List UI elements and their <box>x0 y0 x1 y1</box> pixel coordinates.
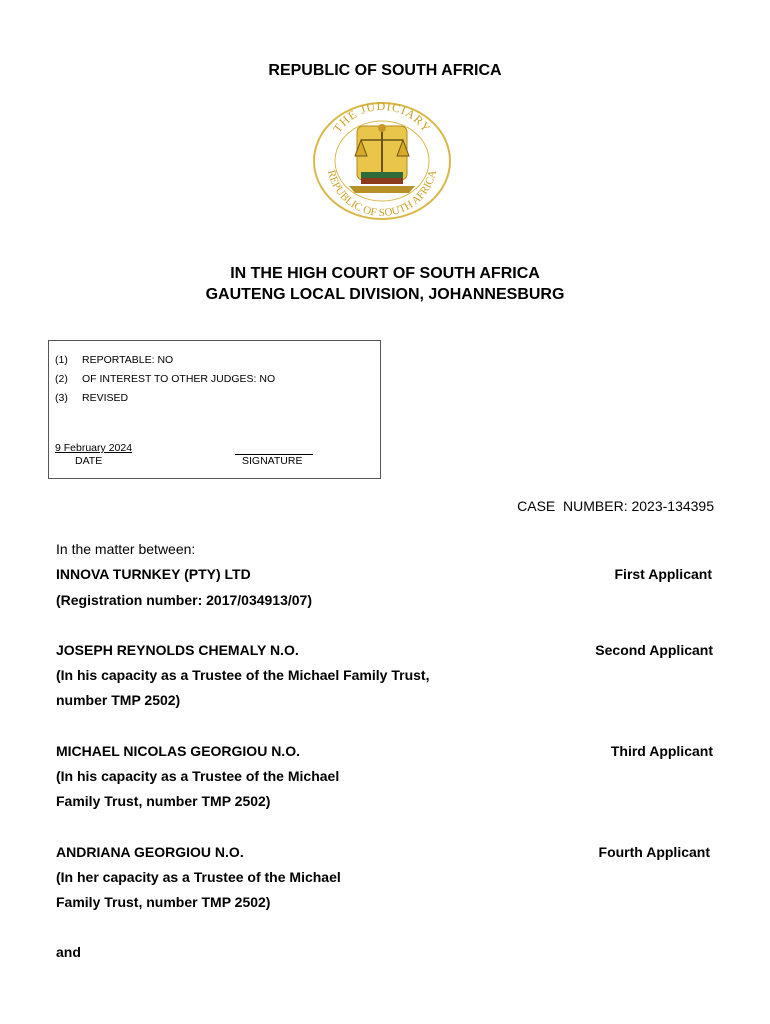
status-item-label: OF INTEREST TO OTHER JUDGES: NO <box>82 373 276 385</box>
status-item-interest <box>55 373 275 385</box>
party-detail: (In her capacity as a Trustee of the Michael <box>56 869 341 885</box>
party-detail: (Registration number: 2017/034913/07) <box>56 592 312 608</box>
party-name: MICHAEL NICOLAS GEORGIOU N.O. <box>56 743 300 759</box>
status-item-label: REVISED <box>82 392 129 404</box>
party-detail: (In his capacity as a Trustee of the Michael Family Trust, <box>56 667 430 683</box>
status-item-number: (2) <box>55 373 68 385</box>
court-name: IN THE HIGH COURT OF SOUTH AFRICA <box>230 265 540 282</box>
court-division: GAUTENG LOCAL DIVISION, JOHANNESBURG <box>205 286 565 303</box>
judiciary-seal <box>309 100 455 222</box>
conjunction-and: and <box>56 944 81 960</box>
party-detail: Family Trust, number TMP 2502) <box>56 793 271 809</box>
party-name: JOSEPH REYNOLDS CHEMALY N.O. <box>56 642 299 658</box>
matter-intro: In the matter between: <box>56 541 196 557</box>
party-role: First Applicant <box>614 566 712 582</box>
status-item-reportable <box>55 354 173 366</box>
party-name: ANDRIANA GEORGIOU N.O. <box>56 844 244 860</box>
party-detail: Family Trust, number TMP 2502) <box>56 894 271 910</box>
signature-label: SIGNATURE <box>242 455 303 467</box>
party-role: Third Applicant <box>610 743 713 759</box>
country-heading: REPUBLIC OF SOUTH AFRICA <box>268 62 502 79</box>
case-number: CASE NUMBER: 2023-134395 <box>517 498 714 514</box>
party-name: INNOVA TURNKEY (PTY) LTD <box>56 566 251 582</box>
party-role: Fourth Applicant <box>598 844 710 860</box>
party-detail: number TMP 2502) <box>56 692 181 708</box>
seal-bottom-text: REPUBLIC OF SOUTH AFRICA <box>324 168 440 220</box>
seal-top-text: THE JUDICIARY <box>330 100 434 136</box>
date-label: DATE <box>75 455 103 467</box>
judiciary-seal-icon <box>309 100 455 222</box>
court-heading <box>0 263 770 305</box>
status-item-revised <box>55 392 128 404</box>
judgment-date: 9 February 2024 <box>55 442 133 454</box>
status-box <box>48 340 381 479</box>
status-item-label: REPORTABLE: NO <box>82 354 174 366</box>
status-item-number: (1) <box>55 354 68 366</box>
party-detail: (In his capacity as a Trustee of the Michael <box>56 768 340 784</box>
party-role: Second Applicant <box>595 642 713 658</box>
status-item-number: (3) <box>55 392 68 404</box>
